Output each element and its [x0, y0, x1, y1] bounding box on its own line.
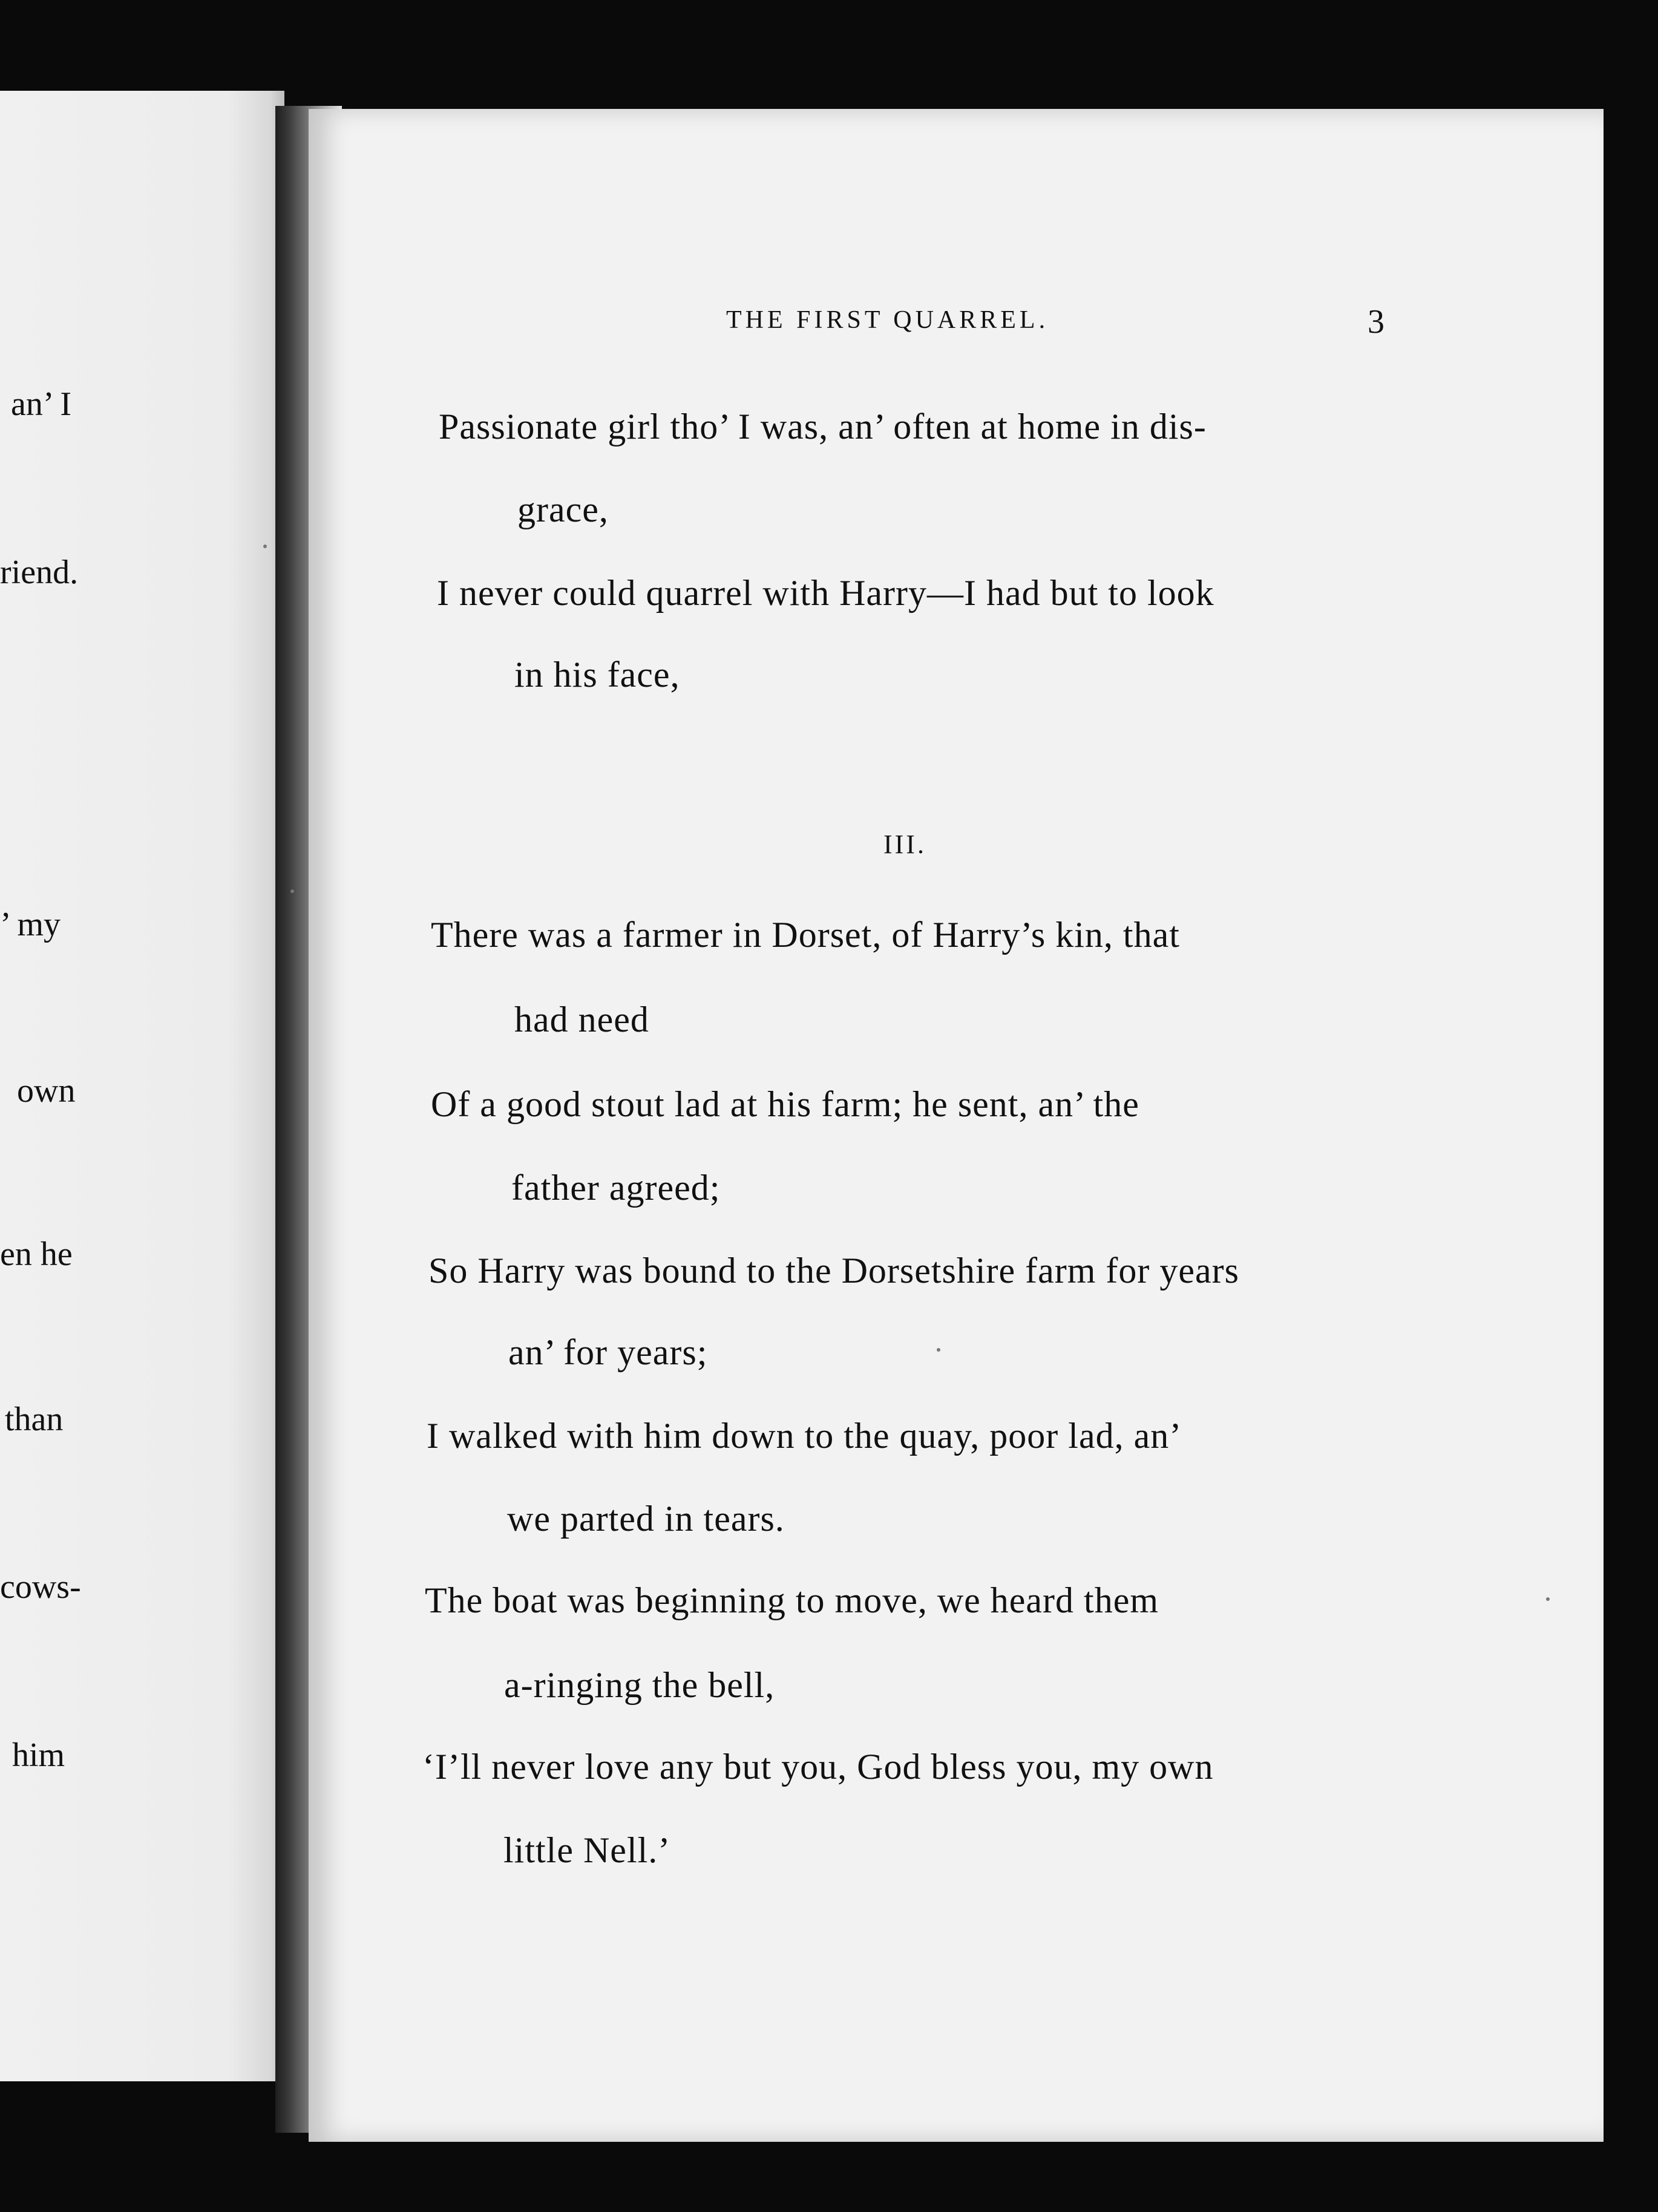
- paper-speck: [290, 889, 294, 893]
- verse-line: Passionate girl tho’ I was, an’ often at home in dis-: [439, 407, 1207, 447]
- left-fragment: en he: [0, 1235, 73, 1273]
- paper-speck: [937, 1348, 940, 1352]
- verse-line: ‘I’ll never love any but you, God bless you, my own: [422, 1747, 1214, 1787]
- verse-line: little Nell.’: [503, 1830, 671, 1870]
- paper-speck: [1546, 1597, 1550, 1601]
- verse-line: grace,: [517, 489, 609, 529]
- left-fragment: an’ I: [11, 385, 71, 423]
- left-fragment: riend.: [0, 554, 79, 591]
- verse-line: The boat was beginning to move, we heard them: [425, 1580, 1159, 1620]
- verse-line: in his face,: [514, 655, 680, 695]
- verse-line: a-ringing the bell,: [504, 1665, 775, 1705]
- verse-line: I never could quarrel with Harry—I had but to look: [437, 573, 1214, 613]
- verse-line: we parted in tears.: [507, 1499, 785, 1539]
- verse-line: father agreed;: [511, 1168, 721, 1208]
- verse-line: So Harry was bound to the Dorsetshire farm for years: [428, 1251, 1239, 1291]
- verse-line: I walked with him down to the quay, poor lad, an’: [427, 1416, 1182, 1456]
- left-fragment: ’ my: [0, 906, 61, 943]
- running-header: THE FIRST QUARREL.: [726, 306, 1049, 334]
- verse-line: an’ for years;: [508, 1332, 708, 1372]
- paper-speck: [263, 545, 267, 548]
- section-number: III.: [883, 830, 926, 859]
- verse-line: Of a good stout lad at his farm; he sent, an’ the: [431, 1084, 1139, 1124]
- left-fragment: cows-: [0, 1568, 81, 1606]
- left-fragment: own: [17, 1072, 76, 1110]
- verse-line: There was a farmer in Dorset, of Harry’s kin, that: [431, 915, 1180, 955]
- left-fragment: than: [5, 1401, 64, 1438]
- left-fragment: him: [12, 1736, 65, 1774]
- verse-line: had need: [514, 1000, 649, 1039]
- page-number: 3: [1368, 303, 1384, 341]
